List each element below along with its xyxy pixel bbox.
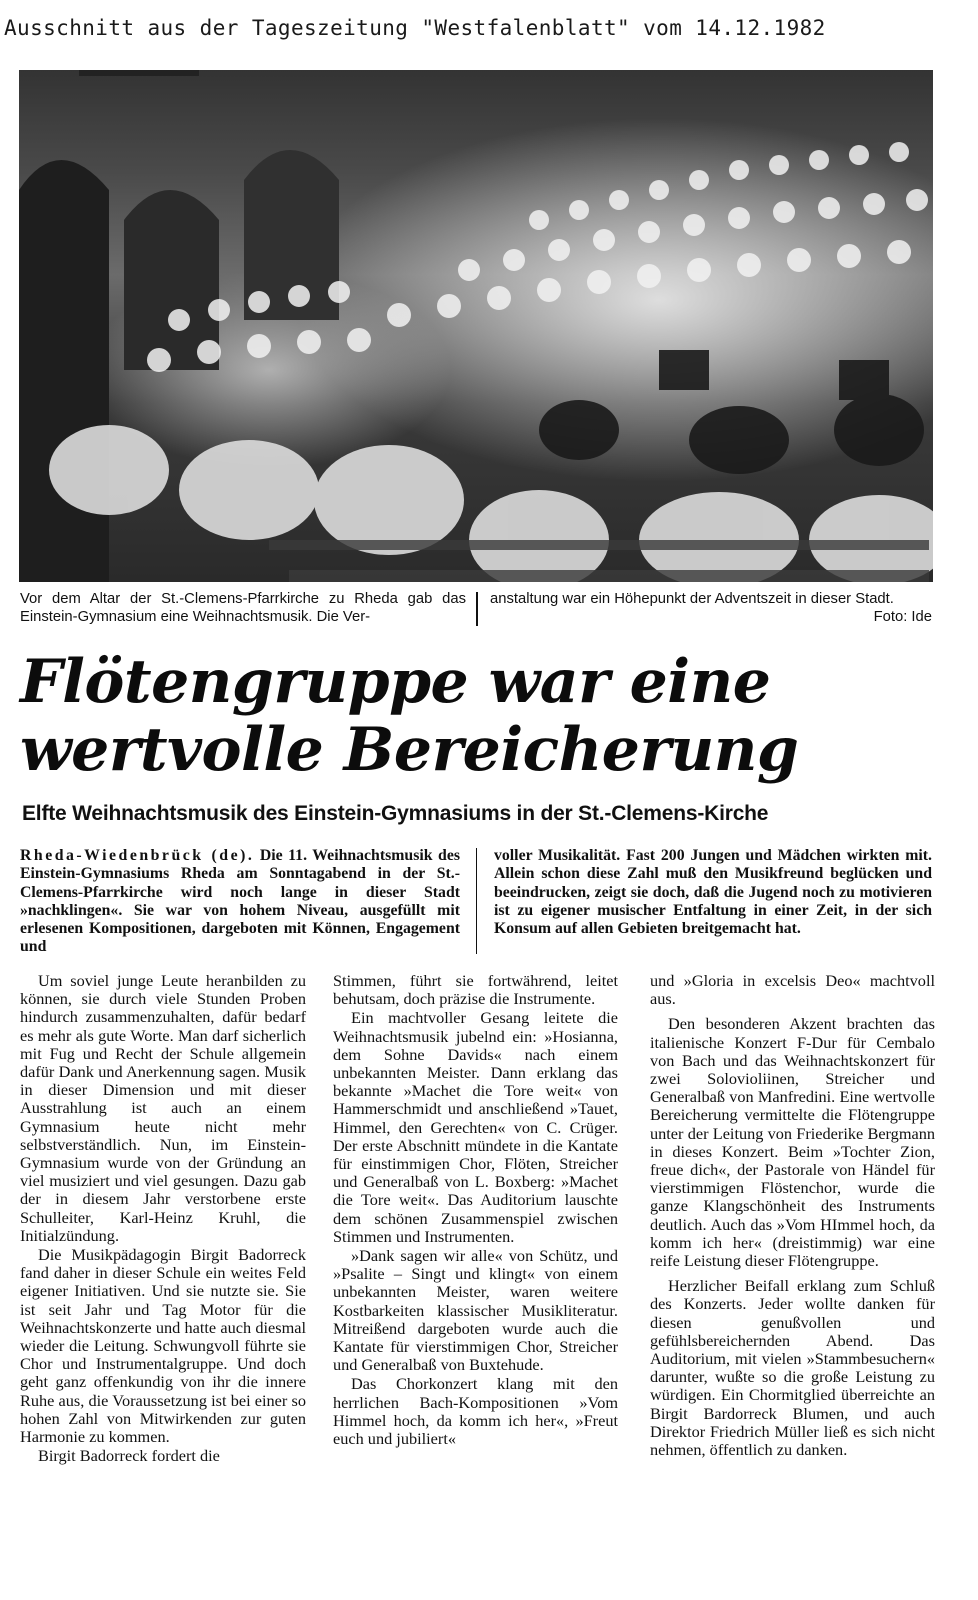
paragraph: Stimmen, führt sie fortwährend, leitet behutsam, doch präzise die Instrumente. — [333, 971, 618, 1009]
body-column-2 — [333, 972, 618, 1448]
headline-line-1: Flötengruppe war eine — [20, 647, 771, 717]
paragraph: Ein machtvoller Gesang leitete die Weihnachtsmusik jubelnd ein: »Hosianna, dem Sohne Davids« nach einem unbekannten Meister. Dann erklang das bekannte »Machet die Tore weit« von Hammerschmidt und anschließend »Tauet, Himmel, den Gerechten« von C. Crüger. Der erste Abschnitt mündete in die Kantate für einstimmigen Chor, Flöten, Streicher und Generalbaß von L. Boxberg: »Machet die Tore weit«. Das Auditorium lauschte dem schönen Zusammenspiel zwischen Stimmen und Instrumenten. — [333, 1008, 618, 1246]
caption-divider — [476, 592, 478, 626]
paragraph: Birgit Badorreck fordert die — [38, 1446, 220, 1466]
source-note: Ausschnitt aus der Tageszeitung "Westfalenblatt" vom 14.12.1982 — [4, 16, 826, 40]
caption-right-text: anstaltung war ein Höhepunkt der Adventszeit in dieser Stadt. — [490, 591, 894, 607]
photo-caption-left: Vor dem Altar der St.-Clemens-Pfarrkirche zu Rheda gab das Einstein-Gymnasium eine Weihnachtsmusik. Die Ver- — [20, 591, 466, 625]
lead-divider — [476, 848, 477, 954]
concert-photo — [19, 70, 933, 582]
paragraph: Den besonderen Akzent brachten das italienische Konzert F-Dur für Cembalo von Bach und das Weihnachtskonzert für zwei Solovioliinen, Streicher und Generalbaß von Manfredini. Eine wertvolle Bereicherung vermittelte die Flötengruppe unter der Leitung von Friederike Bergmann in dieses Konzert. Beim »Tochter Zion, freue dich«, der Pastorale von Händel für vierstimmigen Flöstenchor, wurde die ganze Klangschönheit des Instruments deutlich. Auch das »Vom HImmel hoch, da komm ich her« (dreistimmig) war eine reife Leistung dieser Flötengruppe. — [650, 1014, 935, 1271]
paragraph: Um soviel junge Leute heranbilden zu können, sie durch viele Stunden Proben hindurch zusammenzuhalten, dafür bedarf es mehr als gute Worte. Man darf sicherlich mit Fug und Recht der Schule allgemein dafür Dank und Anerkennung sagen. Musik in dieser Dimension und mit dieser Ausstrahlung ist auch an einem Gymnasium heute nicht mehr selbstverständlich. Nun, im Einstein-Gymnasium wurde von der Gründung an viel musiziert und viel gesungen. Dazu gab der in diesem Jahr verstorbene erste Schulleiter, Karl-Heinz Kruhl, die Initialzündung. — [20, 971, 306, 1245]
lead-paragraph-left — [20, 847, 460, 957]
paragraph: Das Chorkonzert klang mit den herrlichen Bach-Kompositionen »Vom Himmel hoch, da komm ich her«, »Freut euch und jubiliert« — [333, 1374, 618, 1449]
lead-left-text: Die 11. Weihnachtsmusik des Einstein-Gymnasiums Rheda am Sonntagabend in der St.-Clemens-Pfarrkirche wird noch lange in dieser Stadt »nachklingen«. Sie war von hohem Niveau, ausgefüllt mit erlesenen Kompositionen, dargeboten mit Können, Engagement und — [20, 847, 460, 956]
paragraph: »Dank sagen wir alle« von Schütz, und »Psalite – Singt und klingt« von einem unbekannten Meister, waren weitere Kostbarkeiten klassischer Musikliteratur. Mitreißend dargeboten wurde auch die Kantate für vierstimmigen Chor, Streicher und Generalbaß von Buxtehude. — [333, 1246, 618, 1375]
dateline: Rheda-Wiedenbrück (de). — [20, 847, 255, 864]
photo-credit: Foto: Ide — [873, 609, 932, 625]
body-column-1 — [20, 972, 306, 1465]
choir-photo-illustration — [19, 70, 933, 582]
paragraph: Die Musikpädagogin Birgit Badorreck fand daher in dieser Schule ein weites Feld eigener Initiativen. Und sie nutzte sie. Sie ist seit Jahr und Tag Motor für die Weihnachtskonzerte und hatte auch diesmal wieder die Leitung. Schwungvoll führte sie Chor und Instrumentalgruppe. Und doch geht ganz offenkundig von ihr die innere Ruhe aus, die Voraussetzung ist bei einer so hohen Zahl von Mitwirkenden zur guten Harmonie zu kommen. — [20, 1245, 306, 1447]
paragraph: und »Gloria in excelsis Deo« machtvoll aus. — [650, 971, 935, 1009]
paragraph: Herzlicher Beifall erklang zum Schluß des Konzerts. Jeder wollte danken für diesen genußvollen und gefühlsbereichernden Abend. Das Auditorium, mit vielen »Stammbesuchern« darunter, wußte so die große Leistung zu würdigen. Ein Chormitglied überreichte an Birgit Bardorreck Blumen, und auch Direktor Friedrich Müller ließ es sich nicht nehmen, öffentlich zu danken. — [650, 1276, 935, 1460]
subheadline: Elfte Weihnachtsmusik des Einstein-Gymnasiums in der St.-Clemens-Kirche — [22, 802, 769, 825]
headline — [20, 648, 950, 784]
lead-paragraph-right: voller Musikalität. Fast 200 Jungen und Mädchen wirkten mit. Allein schon diese Zahl muß den Musikfreund beglücken und beeindrucken, zeigt sie doch, daß die Jugend noch zu motivieren ist zu eigener musischer Entfaltung in einer Zeit, in der sich Konsum auf allen Gebieten breitgemacht hat. — [494, 847, 932, 938]
headline-line-2: wertvolle Bereicherung — [20, 715, 799, 785]
photo-caption-right — [490, 590, 932, 626]
body-column-3 — [650, 972, 935, 1459]
